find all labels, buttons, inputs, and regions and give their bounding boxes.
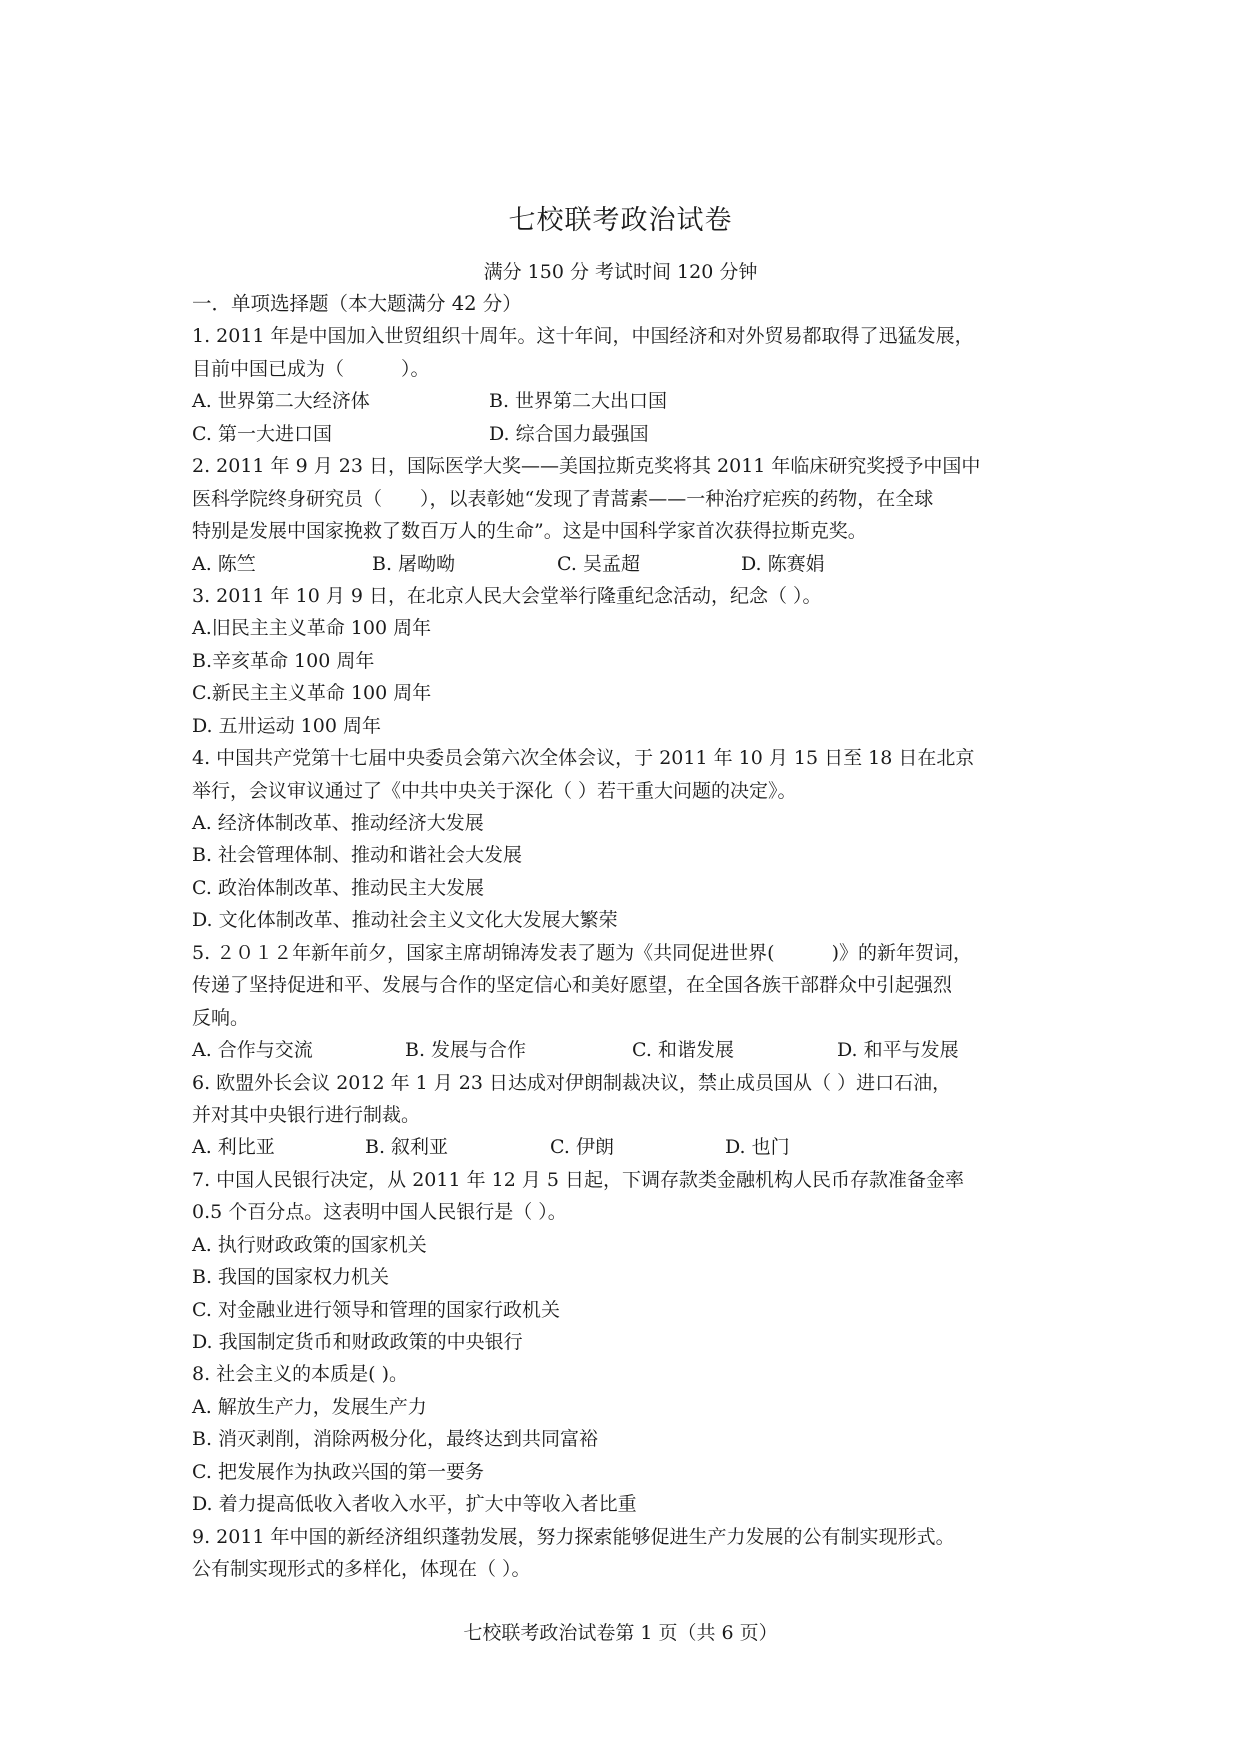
option-row (192, 548, 1072, 580)
question-text: 9. 2011 年中国的新经济组织蓬勃发展，努力探索能够促进生产力发展的公有制实现形式。 (192, 1525, 955, 1548)
option-d: D. 着力提高低收入者收入水平，扩大中等收入者比重 (192, 1493, 637, 1516)
question-7 (192, 1164, 1072, 1359)
option-c: C.新民主主义革命 100 周年 (192, 682, 432, 705)
question-text: 0.5 个百分点。这表明中国人民银行是（ ）。 (192, 1201, 567, 1224)
option-d: D. 综合国力最强国 (489, 422, 649, 445)
question-text: 特别是发展中国家挽救了数百万人的生命”。这是中国科学家首次获得拉斯克奖。 (192, 520, 867, 543)
option-c: C. 吴孟超 (557, 552, 640, 575)
option-b: B. 世界第二大出口国 (489, 390, 668, 413)
option-b: B. 叙利亚 (365, 1136, 449, 1159)
question-text: 6. 欧盟外长会议 2012 年 1 月 23 日达成对伊朗制裁决议，禁止成员国从（ ）进口石油， (192, 1071, 952, 1094)
option-c: C. 把发展作为执政兴国的第一要务 (192, 1460, 484, 1483)
option-b: B. 我国的国家权力机关 (192, 1266, 390, 1289)
page-title: 七校联考政治试卷 (508, 205, 733, 236)
question-4 (192, 742, 1072, 937)
question-text: 3. 2011 年 10 月 9 日，在北京人民大会堂举行隆重纪念活动，纪念（ ）。 (192, 584, 822, 607)
question-text: 公有制实现形式的多样化，体现在（ ）。 (192, 1558, 531, 1581)
question-1 (192, 320, 1072, 450)
question-8 (192, 1358, 1072, 1520)
question-text: 医科学院终身研究员（ ），以表彰她“发现了青蒿素——一种治疗疟疾的药物，在全球 (192, 487, 934, 510)
option-a: A. 利比亚 (192, 1136, 275, 1159)
option-a: A. 合作与交流 (192, 1039, 313, 1062)
question-text: 目前中国已成为（ ）。 (192, 357, 430, 380)
question-9 (192, 1521, 1072, 1586)
question-text: 并对其中央银行进行制裁。 (192, 1103, 421, 1126)
question-3 (192, 580, 1072, 742)
option-d: D. 文化体制改革、推动社会主义文化大发展大繁荣 (192, 909, 618, 932)
question-text: 反响。 (192, 1006, 250, 1029)
option-a: A. 世界第二大经济体 (192, 390, 370, 413)
question-2 (192, 450, 1072, 580)
option-d: D. 五卅运动 100 周年 (192, 714, 381, 737)
option-a: A. 陈竺 (192, 552, 256, 575)
option-d: D. 陈赛娟 (741, 552, 825, 575)
option-b: B. 屠呦呦 (372, 552, 456, 575)
exam-content (192, 288, 1072, 1586)
option-c: C. 对金融业进行领导和管理的国家行政机关 (192, 1298, 560, 1321)
option-b: B.辛亥革命 100 周年 (192, 649, 375, 672)
option-row (192, 385, 1072, 417)
section-heading: 一．单项选择题（本大题满分 42 分） (192, 292, 522, 315)
option-d: D. 也门 (725, 1136, 790, 1159)
option-c: C. 和谐发展 (632, 1039, 734, 1062)
option-row (192, 418, 1072, 450)
option-row (192, 1131, 1072, 1163)
question-text: 8. 社会主义的本质是( )。 (192, 1363, 409, 1386)
option-a: A. 解放生产力，发展生产力 (192, 1395, 427, 1418)
option-row (192, 1034, 1072, 1066)
option-b: B. 社会管理体制、推动和谐社会大发展 (192, 844, 523, 867)
question-text: 传递了坚持促进和平、发展与合作的坚定信心和美好愿望，在全国各族干部群众中引起强烈 (192, 974, 953, 997)
option-b: B. 发展与合作 (405, 1039, 527, 1062)
option-d: D. 和平与发展 (837, 1039, 959, 1062)
question-text: 1. 2011 年是中国加入世贸组织十周年。这十年间，中国经济和对外贸易都取得了迅猛发展， (192, 325, 974, 348)
option-a: A. 经济体制改革、推动经济大发展 (192, 812, 484, 834)
exam-info: 满分 150 分 考试时间 120 分钟 (483, 261, 758, 283)
question-text: 2. 2011 年 9 月 23 日，国际医学大奖——美国拉斯克奖将其 2011 年临床研究奖授予中国中 (192, 455, 981, 478)
option-c: C. 第一大进口国 (192, 422, 332, 445)
question-text: 4. 中国共产党第十七届中央委员会第六次全体会议，于 2011 年 10 月 15 日至 18 日在北京 (192, 747, 975, 770)
option-b: B. 消灭剥削，消除两极分化，最终达到共同富裕 (192, 1428, 599, 1451)
question-text: 举行，会议审议通过了《中共中央关于深化（ ）若干重大问题的决定》。 (192, 779, 797, 802)
option-a: A. 执行财政政策的国家机关 (192, 1233, 427, 1256)
page-footer: 七校联考政治试卷第 1 页（共 6 页） (463, 1622, 778, 1644)
question-text: 5. ２０１２年新年前夕，国家主席胡锦涛发表了题为《共同促进世界( )》的新年贺词， (192, 941, 972, 964)
option-a: A.旧民主主义革命 100 周年 (192, 617, 432, 640)
question-text: 7. 中国人民银行决定，从 2011 年 12 月 5 日起，下调存款类金融机构人民币存款准备金率 (192, 1168, 965, 1191)
option-c: C. 伊朗 (550, 1136, 614, 1159)
option-d: D. 我国制定货币和财政政策的中央银行 (192, 1331, 523, 1353)
question-5 (192, 937, 1072, 1067)
option-c: C. 政治体制改革、推动民主大发展 (192, 876, 484, 899)
question-6 (192, 1067, 1072, 1164)
